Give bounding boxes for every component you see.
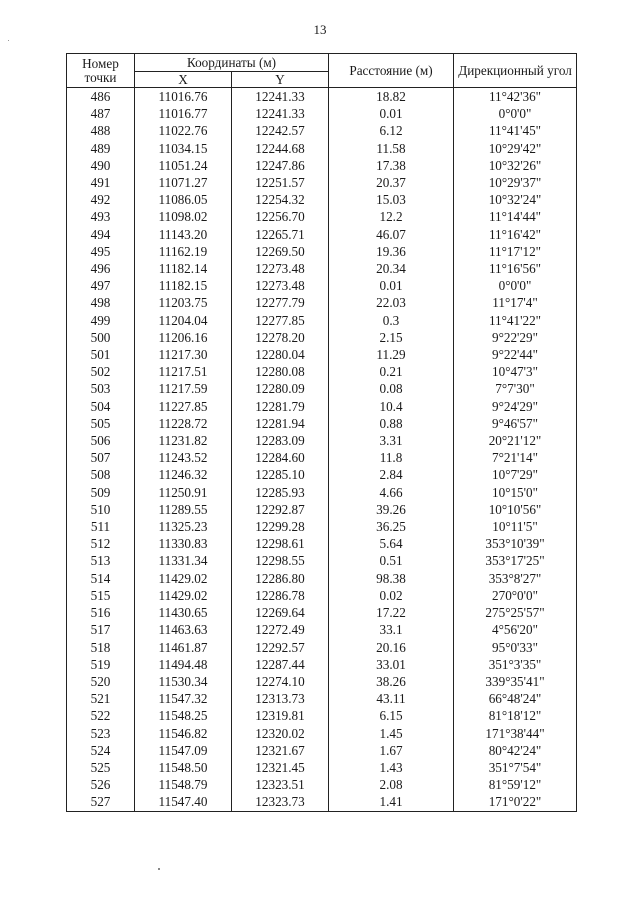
table-row [67,604,577,621]
cell-x: 11246.32 [135,466,232,483]
table-row [67,415,577,432]
table-row [67,88,577,106]
cell-point-number: 519 [67,656,135,673]
cell-point-number: 523 [67,725,135,742]
cell-point-number: 503 [67,380,135,397]
cell-direction-angle: 66°48'24" [454,690,577,707]
cell-y: 12272.49 [232,621,329,638]
cell-y: 12247.86 [232,157,329,174]
cell-x: 11330.83 [135,535,232,552]
cell-y: 12313.73 [232,690,329,707]
cell-y: 12251.57 [232,174,329,191]
cell-point-number: 510 [67,501,135,518]
cell-distance: 4.66 [329,484,454,501]
cell-direction-angle: 11°16'56" [454,260,577,277]
cell-distance: 0.3 [329,312,454,329]
cell-y: 12280.08 [232,363,329,380]
table-row [67,398,577,415]
cell-distance: 0.08 [329,380,454,397]
cell-direction-angle: 81°18'12" [454,707,577,724]
cell-direction-angle: 9°22'44" [454,346,577,363]
table-row [67,363,577,380]
cell-point-number: 516 [67,604,135,621]
cell-point-number: 493 [67,208,135,225]
cell-point-number: 513 [67,552,135,569]
cell-distance: 11.58 [329,140,454,157]
cell-distance: 20.34 [329,260,454,277]
cell-y: 12323.73 [232,793,329,811]
table-row [67,759,577,776]
cell-direction-angle: 10°29'37" [454,174,577,191]
cell-point-number: 522 [67,707,135,724]
cell-direction-angle: 10°32'24" [454,191,577,208]
cell-distance: 43.11 [329,690,454,707]
cell-point-number: 502 [67,363,135,380]
cell-direction-angle: 7°7'30" [454,380,577,397]
cell-direction-angle: 171°38'44" [454,725,577,742]
table-row [67,449,577,466]
cell-distance: 2.08 [329,776,454,793]
table-row [67,725,577,742]
cell-x: 11461.87 [135,639,232,656]
cell-direction-angle: 0°0'0" [454,277,577,294]
cell-distance: 6.12 [329,122,454,139]
cell-x: 11086.05 [135,191,232,208]
cell-distance: 98.38 [329,570,454,587]
table-row [67,690,577,707]
table-row [67,466,577,483]
cell-distance: 15.03 [329,191,454,208]
cell-distance: 19.36 [329,243,454,260]
cell-point-number: 524 [67,742,135,759]
table-row [67,570,577,587]
cell-point-number: 497 [67,277,135,294]
cell-y: 12283.09 [232,432,329,449]
cell-x: 11463.63 [135,621,232,638]
cell-distance: 18.82 [329,88,454,106]
cell-y: 12323.51 [232,776,329,793]
cell-y: 12244.68 [232,140,329,157]
cell-point-number: 504 [67,398,135,415]
cell-distance: 2.15 [329,329,454,346]
cell-y: 12285.10 [232,466,329,483]
cell-direction-angle: 10°47'3" [454,363,577,380]
cell-direction-angle: 10°11'5" [454,518,577,535]
header-direction-angle: Дирекционный угол [454,54,577,88]
cell-point-number: 494 [67,226,135,243]
cell-distance: 0.01 [329,105,454,122]
cell-x: 11034.15 [135,140,232,157]
table-row [67,501,577,518]
cell-y: 12269.64 [232,604,329,621]
cell-point-number: 490 [67,157,135,174]
cell-x: 11206.16 [135,329,232,346]
cell-y: 12281.94 [232,415,329,432]
cell-point-number: 498 [67,294,135,311]
cell-distance: 10.4 [329,398,454,415]
cell-distance: 6.15 [329,707,454,724]
cell-y: 12278.20 [232,329,329,346]
cell-distance: 20.37 [329,174,454,191]
table-row [67,312,577,329]
cell-y: 12277.85 [232,312,329,329]
cell-point-number: 514 [67,570,135,587]
table-header [67,54,577,88]
cell-y: 12298.55 [232,552,329,569]
cell-y: 12277.79 [232,294,329,311]
header-distance: Расстояние (м) [329,54,454,88]
cell-y: 12320.02 [232,725,329,742]
table-row [67,191,577,208]
cell-x: 11016.76 [135,88,232,106]
cell-distance: 0.88 [329,415,454,432]
cell-direction-angle: 11°41'22" [454,312,577,329]
cell-x: 11162.19 [135,243,232,260]
table-row [67,552,577,569]
cell-distance: 11.8 [329,449,454,466]
table-row [67,157,577,174]
table-row [67,742,577,759]
cell-direction-angle: 275°25'57" [454,604,577,621]
cell-direction-angle: 10°10'56" [454,501,577,518]
cell-direction-angle: 11°42'36" [454,88,577,106]
cell-direction-angle: 351°3'35" [454,656,577,673]
cell-y: 12280.09 [232,380,329,397]
cell-direction-angle: 9°46'57" [454,415,577,432]
cell-direction-angle: 9°24'29" [454,398,577,415]
cell-y: 12292.87 [232,501,329,518]
cell-x: 11331.34 [135,552,232,569]
header-coordinates: Координаты (м) [135,54,329,72]
cell-x: 11289.55 [135,501,232,518]
cell-direction-angle: 11°17'12" [454,243,577,260]
cell-direction-angle: 10°32'26" [454,157,577,174]
cell-y: 12274.10 [232,673,329,690]
cell-direction-angle: 9°22'29" [454,329,577,346]
cell-x: 11548.79 [135,776,232,793]
cell-distance: 36.25 [329,518,454,535]
table-row [67,208,577,225]
cell-direction-angle: 10°7'29" [454,466,577,483]
cell-point-number: 489 [67,140,135,157]
table-row [67,587,577,604]
table-row [67,535,577,552]
table-row [67,432,577,449]
cell-point-number: 501 [67,346,135,363]
cell-distance: 0.21 [329,363,454,380]
table-row [67,329,577,346]
table-body [67,88,577,812]
cell-y: 12281.79 [232,398,329,415]
cell-point-number: 492 [67,191,135,208]
cell-y: 12269.50 [232,243,329,260]
cell-y: 12273.48 [232,277,329,294]
table-row [67,776,577,793]
cell-direction-angle: 81°59'12" [454,776,577,793]
cell-x: 11022.76 [135,122,232,139]
cell-x: 11530.34 [135,673,232,690]
cell-y: 12321.45 [232,759,329,776]
cell-x: 11203.75 [135,294,232,311]
cell-y: 12286.78 [232,587,329,604]
cell-x: 11243.52 [135,449,232,466]
cell-distance: 38.26 [329,673,454,690]
cell-y: 12242.57 [232,122,329,139]
cell-distance: 17.38 [329,157,454,174]
cell-point-number: 520 [67,673,135,690]
cell-point-number: 491 [67,174,135,191]
cell-point-number: 499 [67,312,135,329]
cell-y: 12319.81 [232,707,329,724]
cell-distance: 20.16 [329,639,454,656]
cell-point-number: 487 [67,105,135,122]
cell-distance: 33.01 [329,656,454,673]
cell-direction-angle: 339°35'41" [454,673,577,690]
header-x: X [135,72,232,88]
cell-x: 11250.91 [135,484,232,501]
table-row [67,243,577,260]
cell-direction-angle: 10°29'42" [454,140,577,157]
cell-direction-angle: 11°16'42" [454,226,577,243]
cell-direction-angle: 7°21'14" [454,449,577,466]
table-row [67,294,577,311]
cell-point-number: 509 [67,484,135,501]
cell-point-number: 515 [67,587,135,604]
cell-point-number: 500 [67,329,135,346]
cell-direction-angle: 11°41'45" [454,122,577,139]
cell-distance: 1.43 [329,759,454,776]
cell-direction-angle: 353°17'25" [454,552,577,569]
cell-distance: 39.26 [329,501,454,518]
cell-point-number: 506 [67,432,135,449]
table-row [67,518,577,535]
cell-x: 11547.09 [135,742,232,759]
cell-distance: 46.07 [329,226,454,243]
table-row [67,484,577,501]
cell-x: 11231.82 [135,432,232,449]
cell-x: 11016.77 [135,105,232,122]
coordinates-table [66,53,577,812]
cell-distance: 5.64 [329,535,454,552]
table-row [67,380,577,397]
cell-y: 12321.67 [232,742,329,759]
table-row [67,226,577,243]
table-row [67,260,577,277]
cell-distance: 12.2 [329,208,454,225]
table-row [67,174,577,191]
cell-y: 12265.71 [232,226,329,243]
cell-direction-angle: 20°21'12" [454,432,577,449]
cell-direction-angle: 95°0'33" [454,639,577,656]
cell-y: 12273.48 [232,260,329,277]
table-row [67,673,577,690]
cell-direction-angle: 0°0'0" [454,105,577,122]
cell-x: 11228.72 [135,415,232,432]
cell-x: 11143.20 [135,226,232,243]
cell-direction-angle: 351°7'54" [454,759,577,776]
cell-x: 11547.32 [135,690,232,707]
table-row [67,277,577,294]
cell-x: 11548.50 [135,759,232,776]
cell-y: 12254.32 [232,191,329,208]
cell-point-number: 488 [67,122,135,139]
cell-direction-angle: 10°15'0" [454,484,577,501]
cell-y: 12241.33 [232,88,329,106]
cell-distance: 11.29 [329,346,454,363]
table-row [67,656,577,673]
cell-y: 12292.57 [232,639,329,656]
scan-dot [8,40,9,41]
table-row [67,122,577,139]
cell-y: 12285.93 [232,484,329,501]
cell-point-number: 495 [67,243,135,260]
cell-y: 12256.70 [232,208,329,225]
cell-x: 11547.40 [135,793,232,811]
cell-point-number: 518 [67,639,135,656]
cell-direction-angle: 171°0'22" [454,793,577,811]
cell-point-number: 496 [67,260,135,277]
header-y: Y [232,72,329,88]
cell-y: 12298.61 [232,535,329,552]
cell-point-number: 512 [67,535,135,552]
cell-distance: 1.45 [329,725,454,742]
cell-distance: 33.1 [329,621,454,638]
cell-x: 11182.15 [135,277,232,294]
cell-direction-angle: 11°14'44" [454,208,577,225]
cell-x: 11071.27 [135,174,232,191]
cell-y: 12299.28 [232,518,329,535]
cell-y: 12287.44 [232,656,329,673]
cell-direction-angle: 4°56'20" [454,621,577,638]
cell-y: 12280.04 [232,346,329,363]
cell-y: 12284.60 [232,449,329,466]
cell-direction-angle: 353°8'27" [454,570,577,587]
cell-direction-angle: 80°42'24" [454,742,577,759]
cell-direction-angle: 353°10'39" [454,535,577,552]
cell-x: 11098.02 [135,208,232,225]
cell-point-number: 486 [67,88,135,106]
cell-point-number: 527 [67,793,135,811]
cell-distance: 0.01 [329,277,454,294]
cell-distance: 22.03 [329,294,454,311]
cell-x: 11430.65 [135,604,232,621]
cell-point-number: 505 [67,415,135,432]
cell-x: 11182.14 [135,260,232,277]
cell-x: 11548.25 [135,707,232,724]
cell-point-number: 525 [67,759,135,776]
cell-distance: 3.31 [329,432,454,449]
cell-x: 11217.59 [135,380,232,397]
cell-point-number: 511 [67,518,135,535]
cell-x: 11227.85 [135,398,232,415]
table-row [67,105,577,122]
cell-point-number: 507 [67,449,135,466]
cell-x: 11429.02 [135,570,232,587]
cell-direction-angle: 11°17'4" [454,294,577,311]
cell-y: 12241.33 [232,105,329,122]
table-row [67,346,577,363]
cell-point-number: 517 [67,621,135,638]
cell-distance: 1.41 [329,793,454,811]
cell-x: 11546.82 [135,725,232,742]
cell-x: 11217.30 [135,346,232,363]
table-row [67,707,577,724]
cell-distance: 17.22 [329,604,454,621]
cell-point-number: 521 [67,690,135,707]
scan-mark [158,868,160,870]
cell-x: 11217.51 [135,363,232,380]
table-row [67,140,577,157]
table-row [67,621,577,638]
header-point-number: Номер точки [67,54,135,88]
cell-direction-angle: 270°0'0" [454,587,577,604]
cell-x: 11429.02 [135,587,232,604]
page-number: 13 [313,22,327,37]
cell-x: 11204.04 [135,312,232,329]
table-row [67,793,577,811]
cell-x: 11494.48 [135,656,232,673]
cell-point-number: 526 [67,776,135,793]
cell-distance: 0.51 [329,552,454,569]
cell-distance: 0.02 [329,587,454,604]
cell-x: 11325.23 [135,518,232,535]
table-row [67,639,577,656]
cell-distance: 1.67 [329,742,454,759]
cell-y: 12286.80 [232,570,329,587]
cell-distance: 2.84 [329,466,454,483]
cell-point-number: 508 [67,466,135,483]
cell-x: 11051.24 [135,157,232,174]
